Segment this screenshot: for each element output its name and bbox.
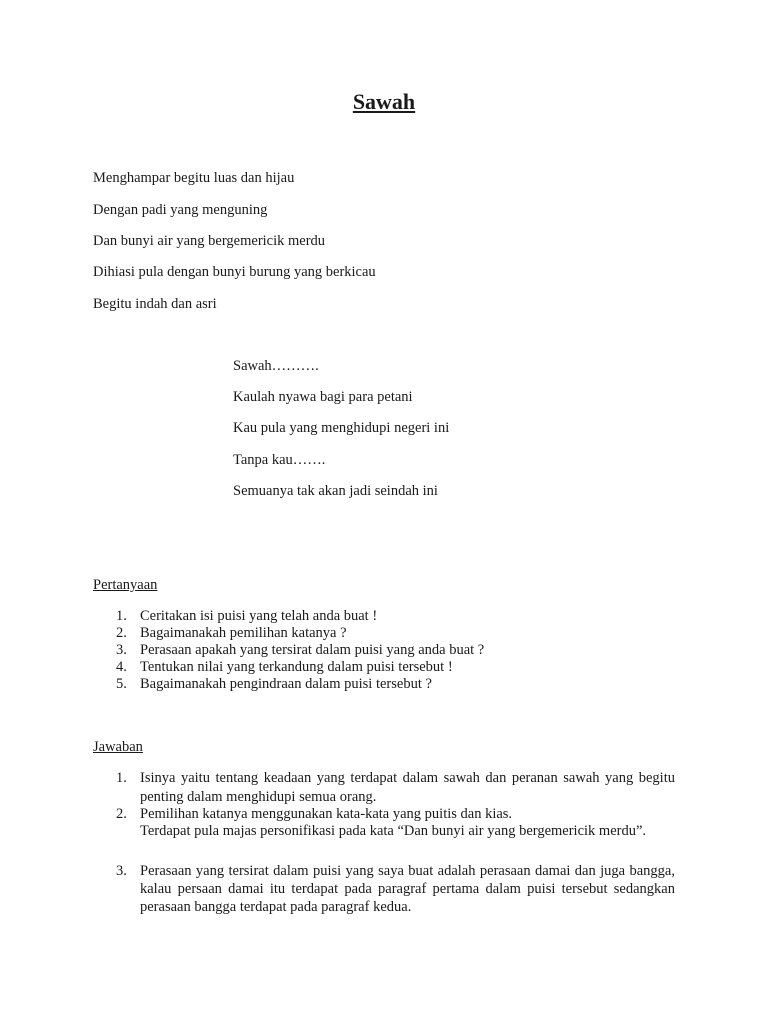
list-number: 2. [116,806,127,822]
answer-item-continuation: Terdapat pula majas personifikasi pada kata “Dan bunyi air yang bergemericik merdu”. [140,823,647,839]
list-number: 1. [116,608,127,624]
poem-line: Tanpa kau……. [233,452,326,468]
question-item: Perasaan apakah yang tersirat dalam puisi yang anda buat ? [140,642,485,658]
list-number: 3. [116,863,127,879]
poem-line: Dan bunyi air yang bergemericik merdu [93,233,326,249]
question-item: Bagaimanakah pengindraan dalam puisi tersebut ? [140,676,432,692]
poem-line: Kaulah nyawa bagi para petani [233,389,413,405]
list-number: 5. [116,676,127,692]
poem-line: Kau pula yang menghidupi negeri ini [233,420,450,436]
list-number: 3. [116,642,127,658]
poem-line: Dengan padi yang menguning [93,202,268,218]
answers-heading: Jawaban [93,739,143,755]
list-number: 2. [116,625,127,641]
questions-heading: Pertanyaan [93,577,158,593]
question-item: Ceritakan isi puisi yang telah anda buat ! [140,608,378,624]
poem-line: Begitu indah dan asri [93,296,217,312]
list-number: 1. [116,770,127,786]
page-title: Sawah [352,89,416,114]
poem-line: Dihiasi pula dengan bunyi burung yang berkicau [93,264,376,280]
list-number: 4. [116,659,127,675]
answer-item: Pemilihan katanya menggunakan kata-kata yang puitis dan kias. [140,806,513,822]
question-item: Bagaimanakah pemilihan katanya ? [140,625,347,641]
poem-line: Sawah………. [233,358,319,374]
question-item: Tentukan nilai yang terkandung dalam puisi tersebut ! [140,659,453,675]
poem-line: Semuanya tak akan jadi seindah ini [233,483,438,499]
answer-item: Perasaan yang tersirat dalam puisi yang saya buat adalah perasaan damai dan juga bangga, kalau persaan damai itu terdapat pada paragraf pertama dalam puisi tersebut sedangkan perasaan bangga terdapat pada paragraf kedua. [140,863,675,915]
poem-line: Menghampar begitu luas dan hijau [93,170,295,186]
answer-item: Isinya yaitu tentang keadaan yang terdapat dalam sawah dan peranan sawah yang begitu penting dalam menghidupi semua orang. [140,770,675,805]
